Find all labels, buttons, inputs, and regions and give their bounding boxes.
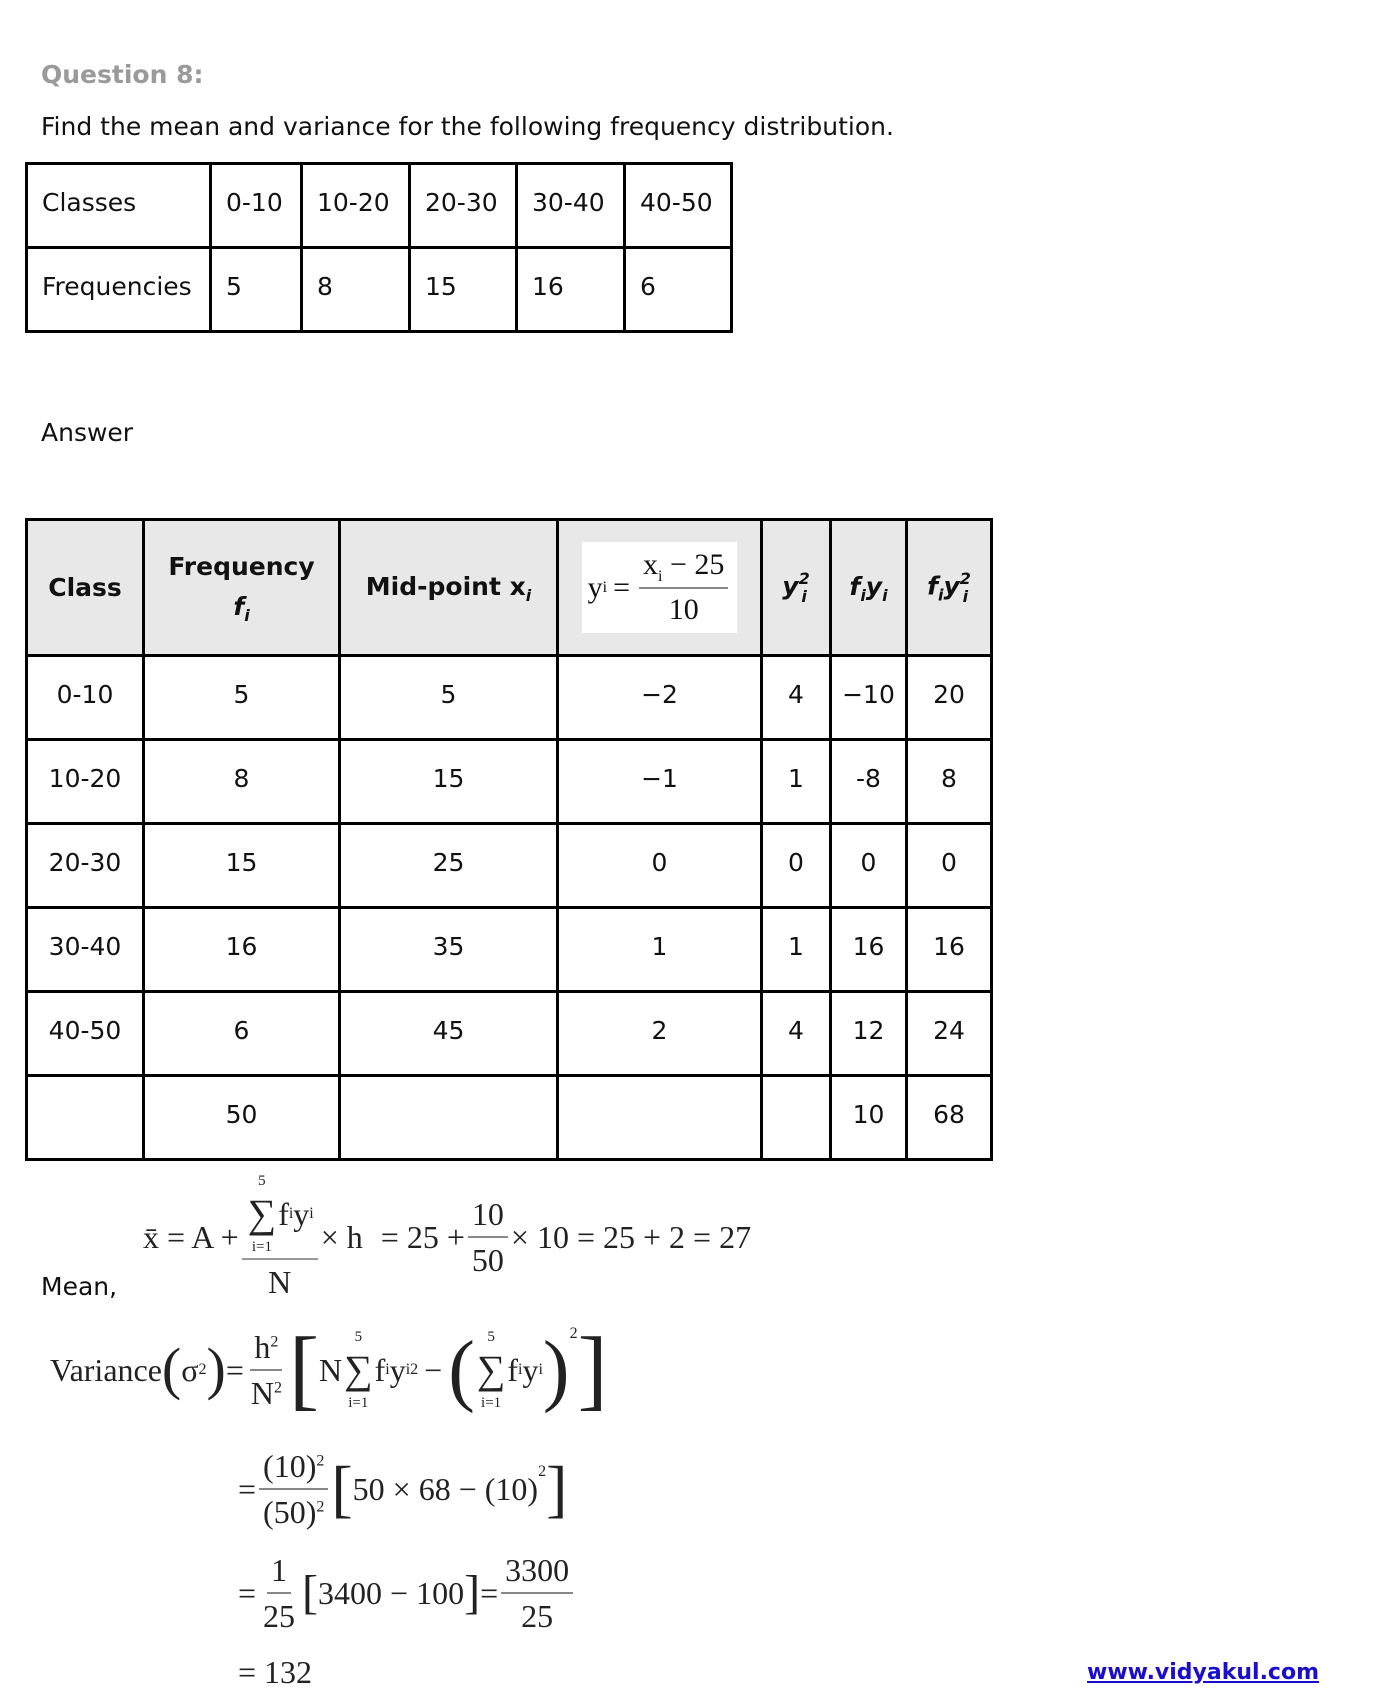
table-cell: 6 bbox=[144, 992, 340, 1076]
variance-result: = 132 bbox=[238, 1654, 313, 1690]
table-row bbox=[27, 992, 992, 1076]
paren-open-icon: ( bbox=[161, 1336, 182, 1402]
subscript: i bbox=[525, 585, 532, 605]
table-cell: 16 bbox=[831, 908, 907, 992]
upper-limit: 5 bbox=[354, 1328, 363, 1345]
table-row bbox=[27, 824, 992, 908]
table-cell: 1 bbox=[762, 740, 831, 824]
subscript: i bbox=[309, 1205, 314, 1222]
answer-label: Answer bbox=[41, 418, 134, 447]
subscript: i bbox=[962, 586, 969, 606]
mean-label: Mean, bbox=[41, 1272, 118, 1301]
mean-result: × 10 = 25 + 2 = 27 bbox=[510, 1219, 752, 1255]
numerator-value: (10) bbox=[263, 1448, 317, 1484]
symbol-f: f bbox=[233, 591, 245, 621]
table-cell: 20-30 bbox=[27, 824, 144, 908]
yi-formula bbox=[582, 542, 738, 633]
table-cell: −2 bbox=[558, 656, 762, 740]
lower-limit: i=1 bbox=[251, 1239, 272, 1255]
mean-lhs: x̄ = A + bbox=[143, 1219, 239, 1255]
superscript: 2 bbox=[316, 1498, 325, 1516]
f-symbol: f bbox=[278, 1196, 289, 1232]
f-symbol: f bbox=[849, 571, 861, 601]
given-frequency-table bbox=[25, 162, 733, 333]
sigma-symbol: σ bbox=[181, 1351, 199, 1388]
table-cell: 8 bbox=[144, 740, 340, 824]
paren-close-icon: ) bbox=[542, 1325, 570, 1414]
f-symbol: f bbox=[374, 1351, 386, 1388]
sigma-sum bbox=[477, 1328, 506, 1412]
header-fiyi2 bbox=[907, 520, 992, 656]
subscript: i bbox=[405, 1360, 411, 1378]
table-cell: 0 bbox=[831, 824, 907, 908]
sigma-sum bbox=[248, 1172, 277, 1256]
subscript: i bbox=[801, 586, 807, 606]
denominator bbox=[247, 1371, 286, 1413]
bracket-open-icon: [ bbox=[302, 1566, 319, 1620]
superscript: 2 bbox=[959, 568, 971, 588]
numerator bbox=[242, 1172, 318, 1260]
table-cell: 30-40 bbox=[517, 164, 625, 248]
variance-step-3 bbox=[238, 1550, 576, 1636]
table-cell: 10 bbox=[831, 1076, 907, 1160]
table-cell: 0-10 bbox=[27, 656, 144, 740]
y-symbol: y bbox=[587, 570, 603, 604]
y-symbol: y bbox=[943, 571, 960, 601]
table-cell: 25 bbox=[340, 824, 558, 908]
table-cell: 20 bbox=[907, 656, 992, 740]
table-cell bbox=[558, 1076, 762, 1160]
table-cell: 16 bbox=[144, 908, 340, 992]
equals: = bbox=[238, 1471, 257, 1507]
subscript: i bbox=[937, 585, 944, 605]
subscript: i bbox=[602, 578, 608, 596]
table-cell: Frequencies bbox=[27, 248, 211, 332]
subscript: i bbox=[385, 1360, 390, 1378]
table-cell: −10 bbox=[831, 656, 907, 740]
table-cell: 0-10 bbox=[211, 164, 302, 248]
header-frequency bbox=[144, 520, 340, 656]
f-symbol: f bbox=[507, 1351, 519, 1388]
lower-limit: i=1 bbox=[348, 1394, 369, 1411]
table-cell: 0 bbox=[907, 824, 992, 908]
table-cell: 16 bbox=[517, 248, 625, 332]
table-cell: 12 bbox=[831, 992, 907, 1076]
header-yi2 bbox=[762, 520, 831, 656]
equals: = bbox=[238, 1575, 257, 1611]
times-h: × h bbox=[320, 1219, 363, 1255]
subscript: i bbox=[244, 605, 250, 625]
numerator: 1 bbox=[267, 1550, 291, 1594]
numerator bbox=[250, 1327, 282, 1371]
fraction bbox=[639, 546, 728, 629]
table-cell: 0 bbox=[762, 824, 831, 908]
equals: = bbox=[480, 1575, 499, 1611]
equals: = bbox=[613, 570, 630, 604]
variance-step-2 bbox=[238, 1446, 567, 1532]
mean-fraction bbox=[242, 1172, 318, 1302]
table-cell: 40-50 bbox=[27, 992, 144, 1076]
mean-step: = 25 + bbox=[380, 1219, 465, 1255]
table-cell bbox=[340, 1076, 558, 1160]
n-symbol: N bbox=[318, 1351, 343, 1388]
fraction bbox=[501, 1550, 573, 1636]
table-cell: 15 bbox=[144, 824, 340, 908]
superscript: 2 bbox=[316, 1452, 325, 1470]
table-row bbox=[27, 908, 992, 992]
midpoint-label: Mid-point x bbox=[365, 571, 526, 601]
table-row bbox=[27, 740, 992, 824]
denominator: N bbox=[268, 1264, 292, 1300]
header-fiyi bbox=[831, 520, 907, 656]
fraction bbox=[468, 1194, 508, 1280]
numerator bbox=[639, 546, 728, 589]
superscript: 2 bbox=[538, 1463, 547, 1480]
table-cell: 8 bbox=[907, 740, 992, 824]
table-cell: 16 bbox=[907, 908, 992, 992]
n-symbol: N bbox=[250, 1374, 274, 1411]
header-class: Class bbox=[27, 520, 144, 656]
paren-open-icon: ( bbox=[448, 1325, 475, 1414]
table-cell: 5 bbox=[144, 656, 340, 740]
sigma-icon: ∑ bbox=[476, 1346, 506, 1392]
bracket-open-icon: [ bbox=[288, 1320, 319, 1419]
paren-close-icon: ) bbox=[206, 1336, 226, 1402]
y-symbol: y bbox=[293, 1196, 310, 1232]
vidyakul-link[interactable]: www.vidyakul.com bbox=[1087, 1660, 1320, 1685]
numerator: 3300 bbox=[501, 1550, 573, 1594]
subscript: i bbox=[882, 585, 888, 605]
bracket-content: 50 × 68 − (10) bbox=[352, 1471, 539, 1507]
numerator: 10 bbox=[468, 1194, 508, 1238]
header-frequency-label: Frequency bbox=[168, 551, 315, 581]
y-symbol: y bbox=[865, 571, 883, 601]
fraction bbox=[259, 1550, 299, 1636]
table-cell: 4 bbox=[762, 992, 831, 1076]
question-title: Question 8: bbox=[41, 60, 204, 89]
denominator: 10 bbox=[668, 593, 699, 627]
upper-limit: 5 bbox=[487, 1328, 495, 1345]
bracket-close-icon: ] bbox=[546, 1453, 568, 1525]
f-symbol: f bbox=[927, 571, 938, 601]
table-cell: 6 bbox=[625, 248, 732, 332]
mean-formula bbox=[143, 1172, 751, 1302]
question-text: Find the mean and variance for the following frequency distribution. bbox=[41, 112, 894, 141]
lower-limit: i=1 bbox=[481, 1394, 502, 1411]
table-cell: 20-30 bbox=[410, 164, 517, 248]
table-cell: 30-40 bbox=[27, 908, 144, 992]
header-yi-formula bbox=[558, 520, 762, 656]
table-cell: −1 bbox=[558, 740, 762, 824]
table-cell: -8 bbox=[831, 740, 907, 824]
numerator-rest: − 25 bbox=[662, 548, 725, 582]
table-row bbox=[27, 248, 732, 332]
table-cell: 68 bbox=[907, 1076, 992, 1160]
minus: − bbox=[424, 1351, 443, 1388]
y-symbol: y bbox=[389, 1351, 406, 1388]
variance-label: Variance bbox=[50, 1351, 162, 1388]
bracket-content: 3400 − 100 bbox=[318, 1575, 465, 1611]
x-symbol: x bbox=[643, 548, 658, 582]
denominator bbox=[259, 1490, 328, 1532]
table-cell: 40-50 bbox=[625, 164, 732, 248]
table-cell bbox=[27, 1076, 144, 1160]
superscript: 2 bbox=[798, 568, 810, 588]
fraction bbox=[247, 1327, 286, 1413]
variance-formula bbox=[50, 1318, 608, 1422]
bracket-open-icon: [ bbox=[331, 1453, 353, 1525]
table-cell: 24 bbox=[907, 992, 992, 1076]
solution-table-body bbox=[27, 656, 992, 1160]
table-cell: 0 bbox=[558, 824, 762, 908]
table-cell: 10-20 bbox=[27, 740, 144, 824]
table-cell: 35 bbox=[340, 908, 558, 992]
sigma-sum bbox=[344, 1328, 373, 1412]
header-frequency-symbol bbox=[145, 592, 338, 624]
table-cell bbox=[762, 1076, 831, 1160]
superscript: 2 bbox=[198, 1360, 207, 1378]
solution-table bbox=[25, 518, 993, 1161]
y-symbol: y bbox=[782, 571, 799, 601]
equals: = bbox=[225, 1351, 244, 1388]
table-cell: 5 bbox=[211, 248, 302, 332]
h-symbol: h bbox=[254, 1328, 271, 1365]
table-cell: 4 bbox=[762, 656, 831, 740]
table-cell: 8 bbox=[302, 248, 410, 332]
superscript: 2 bbox=[410, 1360, 419, 1378]
superscript: 2 bbox=[270, 1333, 279, 1351]
table-cell: 10-20 bbox=[302, 164, 410, 248]
fraction bbox=[259, 1446, 328, 1532]
bracket-close-icon: ] bbox=[577, 1320, 608, 1419]
bracket-close-icon: ] bbox=[464, 1566, 481, 1620]
y-symbol: y bbox=[522, 1351, 539, 1388]
table-cell: 1 bbox=[558, 908, 762, 992]
table-row bbox=[27, 164, 732, 248]
table-cell: 5 bbox=[340, 656, 558, 740]
superscript: 2 bbox=[273, 1379, 282, 1397]
table-cell: 2 bbox=[558, 992, 762, 1076]
table-cell: 45 bbox=[340, 992, 558, 1076]
header-midpoint bbox=[340, 520, 558, 656]
subscript: i bbox=[288, 1205, 294, 1222]
subscript: i bbox=[860, 585, 866, 605]
subscript: i bbox=[658, 568, 663, 586]
table-cell: Classes bbox=[27, 164, 211, 248]
denominator-value: (50) bbox=[263, 1494, 317, 1530]
table-cell: 15 bbox=[410, 248, 517, 332]
table-header-row bbox=[27, 520, 992, 656]
numerator bbox=[259, 1446, 328, 1490]
subscript: i bbox=[518, 1360, 523, 1378]
denominator: 25 bbox=[263, 1598, 296, 1634]
sigma-icon: ∑ bbox=[344, 1346, 373, 1392]
table-cell: 15 bbox=[340, 740, 558, 824]
totals-row bbox=[27, 1076, 992, 1160]
sigma-icon: ∑ bbox=[247, 1191, 277, 1236]
upper-limit: 5 bbox=[258, 1173, 266, 1189]
subscript: i bbox=[538, 1360, 543, 1378]
superscript: 2 bbox=[569, 1325, 578, 1342]
denominator: 25 bbox=[521, 1598, 554, 1634]
table-cell: 50 bbox=[144, 1076, 340, 1160]
table-cell: 1 bbox=[762, 908, 831, 992]
table-row bbox=[27, 656, 992, 740]
denominator: 50 bbox=[471, 1242, 504, 1278]
